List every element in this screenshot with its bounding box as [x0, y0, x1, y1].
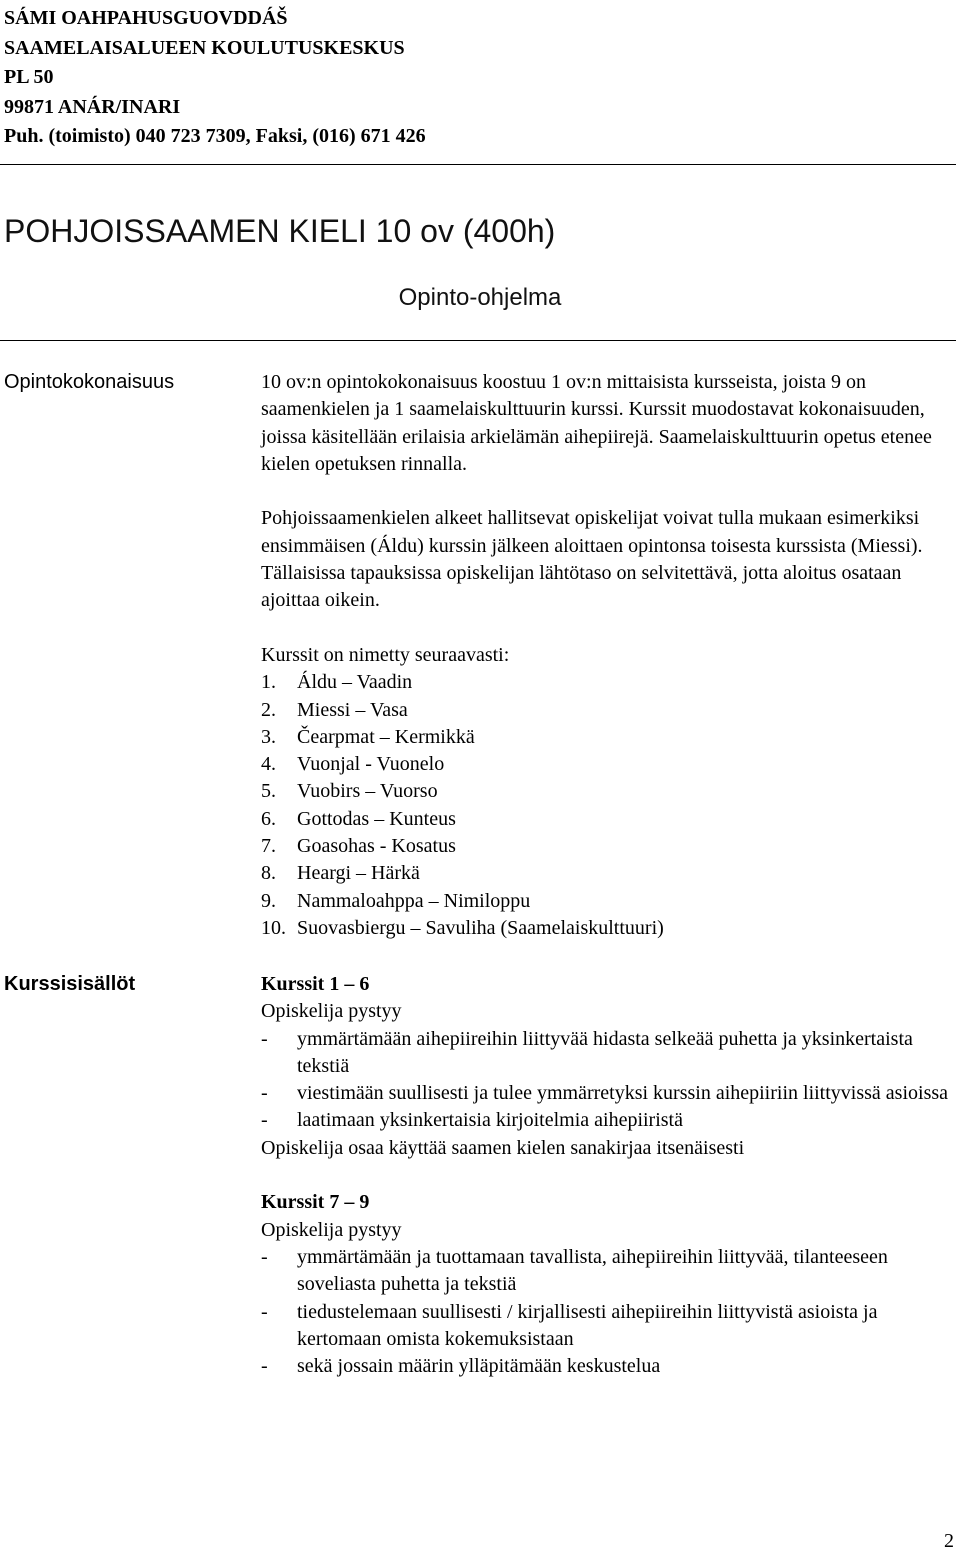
- course-number: 8.: [261, 862, 276, 885]
- course-item: [261, 888, 951, 915]
- group-intro: Opiskelija pystyy: [261, 1218, 402, 1241]
- group-outro: Opiskelija osaa käyttää saamen kielen sanakirjaa itsenäisesti: [261, 1136, 745, 1159]
- course-number: 5.: [261, 780, 276, 803]
- course-name: Miessi – Vasa: [297, 698, 408, 721]
- course-item: [261, 697, 951, 724]
- skill-list: [261, 1026, 951, 1135]
- skill-item: [261, 1026, 951, 1081]
- paragraph-entry-level: Pohjoissaamenkielen alkeet hallitsevat opiskelijat voivat tulla mukaan esimerkiksi ensimmäisen (Áldu) kurssin jälkeen aloittaen opintonsa toisesta kurssista (Miessi). Tällaisissa tapauksissa opiskelijan lähtötaso on selvitettävä, jotta aloitus osataan ajoittaa oikein.: [261, 507, 923, 612]
- document-subtitle: Opinto-ohjelma: [398, 284, 562, 311]
- course-name: Gottodas – Kunteus: [297, 807, 456, 830]
- course-number: 2.: [261, 698, 276, 721]
- group-intro: Opiskelija pystyy: [261, 1000, 402, 1023]
- course-name: Suovasbiergu – Savuliha (Saamelaiskulttuuri): [297, 916, 664, 939]
- dash-marker: -: [261, 1355, 268, 1378]
- skill-item: [261, 1353, 951, 1380]
- course-number: 10.: [261, 916, 286, 939]
- title-divider: [0, 340, 956, 341]
- course-name: Vuonjal - Vuonelo: [297, 753, 445, 776]
- letterhead-line-org-finnish: SAAMELAISALUEEN KOULUTUSKESKUS: [4, 36, 405, 59]
- course-item: [261, 751, 951, 778]
- page-number: 2: [944, 1530, 954, 1552]
- course-name: Goasohas - Kosatus: [297, 835, 456, 858]
- section-kurssisisallot: [261, 971, 951, 1380]
- course-name: Čearpmat – Kermikkä: [297, 725, 475, 748]
- course-number: 1.: [261, 671, 276, 694]
- section-label-opintokokonaisuus: Opintokokonaisuus: [4, 371, 175, 393]
- skill-text: sekä jossain määrin ylläpitämään keskustelua: [297, 1355, 661, 1378]
- section-label-kurssisisallot: Kurssisisällöt: [4, 973, 136, 995]
- skill-text: tiedustelemaan suullisesti / kirjallisesti aihepiireihin liittyvistä asioista ja kertomaan omista kokemuksistaan: [297, 1300, 878, 1350]
- paragraph-overview: 10 ov:n opintokokonaisuus koostuu 1 ov:n mittaisista kursseista, joista 9 on saamenkielen ja 1 saamelaiskulttuurin kurssi. Kurssit muodostavat kokonaisuuden, joissa käsitellään erilaisia arkielämän aihepiirejä. Saamelaiskulttuurin opetus etenee kielen opetuksen rinnalla.: [261, 371, 932, 475]
- course-name: Áldu – Vaadin: [297, 671, 413, 694]
- course-item: [261, 778, 951, 805]
- spacer: [261, 1162, 951, 1189]
- letterhead-line-pobox: PL 50: [4, 66, 54, 88]
- letterhead-line-postcode: 99871 ANÁR/INARI: [4, 95, 181, 118]
- course-item: [261, 724, 951, 751]
- course-item: [261, 833, 951, 860]
- skill-item: [261, 1299, 951, 1354]
- spacer: [261, 615, 951, 642]
- skill-text: laatimaan yksinkertaisia kirjoitelmia aihepiiristä: [297, 1109, 683, 1132]
- letterhead-line-org-sami: SÁMI OAHPAHUSGUOVDDÁŠ: [4, 7, 288, 29]
- spacer: [261, 478, 951, 505]
- dash-marker: -: [261, 1082, 268, 1105]
- course-item: [261, 806, 951, 833]
- letterhead-line-phone: Puh. (toimisto) 040 723 7309, Faksi, (016) 671 426: [4, 125, 426, 147]
- header-divider: [0, 164, 956, 165]
- letterhead: [4, 4, 426, 152]
- skill-list: [261, 1244, 951, 1380]
- section-opintokokonaisuus: [261, 369, 951, 942]
- dash-marker: -: [261, 1027, 268, 1050]
- group-heading: Kurssit 7 – 9: [261, 1191, 370, 1214]
- course-item: [261, 915, 951, 942]
- skill-text: ymmärtämään aihepiireihin liittyvää hidasta selkeää puhetta ja yksinkertaista tekstiä: [297, 1027, 913, 1077]
- skill-item: [261, 1107, 951, 1134]
- course-item: [261, 860, 951, 887]
- course-number: 9.: [261, 889, 276, 912]
- course-item: [261, 669, 951, 696]
- course-number: 3.: [261, 725, 276, 748]
- course-number: 4.: [261, 753, 276, 776]
- course-name: Vuobirs – Vuorso: [297, 780, 438, 803]
- skill-text: viestimään suullisesti ja tulee ymmärretyksi kurssin aihepiiriin liittyvissä asioissa: [297, 1082, 949, 1105]
- skill-item: [261, 1244, 951, 1299]
- course-name: Nammaloahppa – Nimiloppu: [297, 889, 531, 912]
- course-name: Heargi – Härkä: [297, 862, 420, 885]
- course-number: 6.: [261, 807, 276, 830]
- skill-item: [261, 1080, 951, 1107]
- course-list: [261, 669, 951, 942]
- dash-marker: -: [261, 1109, 268, 1132]
- courses-intro: Kurssit on nimetty seuraavasti:: [261, 643, 510, 666]
- dash-marker: -: [261, 1300, 268, 1323]
- course-number: 7.: [261, 835, 276, 858]
- dash-marker: -: [261, 1245, 268, 1268]
- skill-text: ymmärtämään ja tuottamaan tavallista, aihepiireihin liittyvää, tilanteeseen soveliasta puhetta ja tekstiä: [297, 1245, 888, 1296]
- group-heading: Kurssit 1 – 6: [261, 973, 370, 995]
- document-title: POHJOISSAAMEN KIELI 10 ov (400h): [4, 213, 556, 249]
